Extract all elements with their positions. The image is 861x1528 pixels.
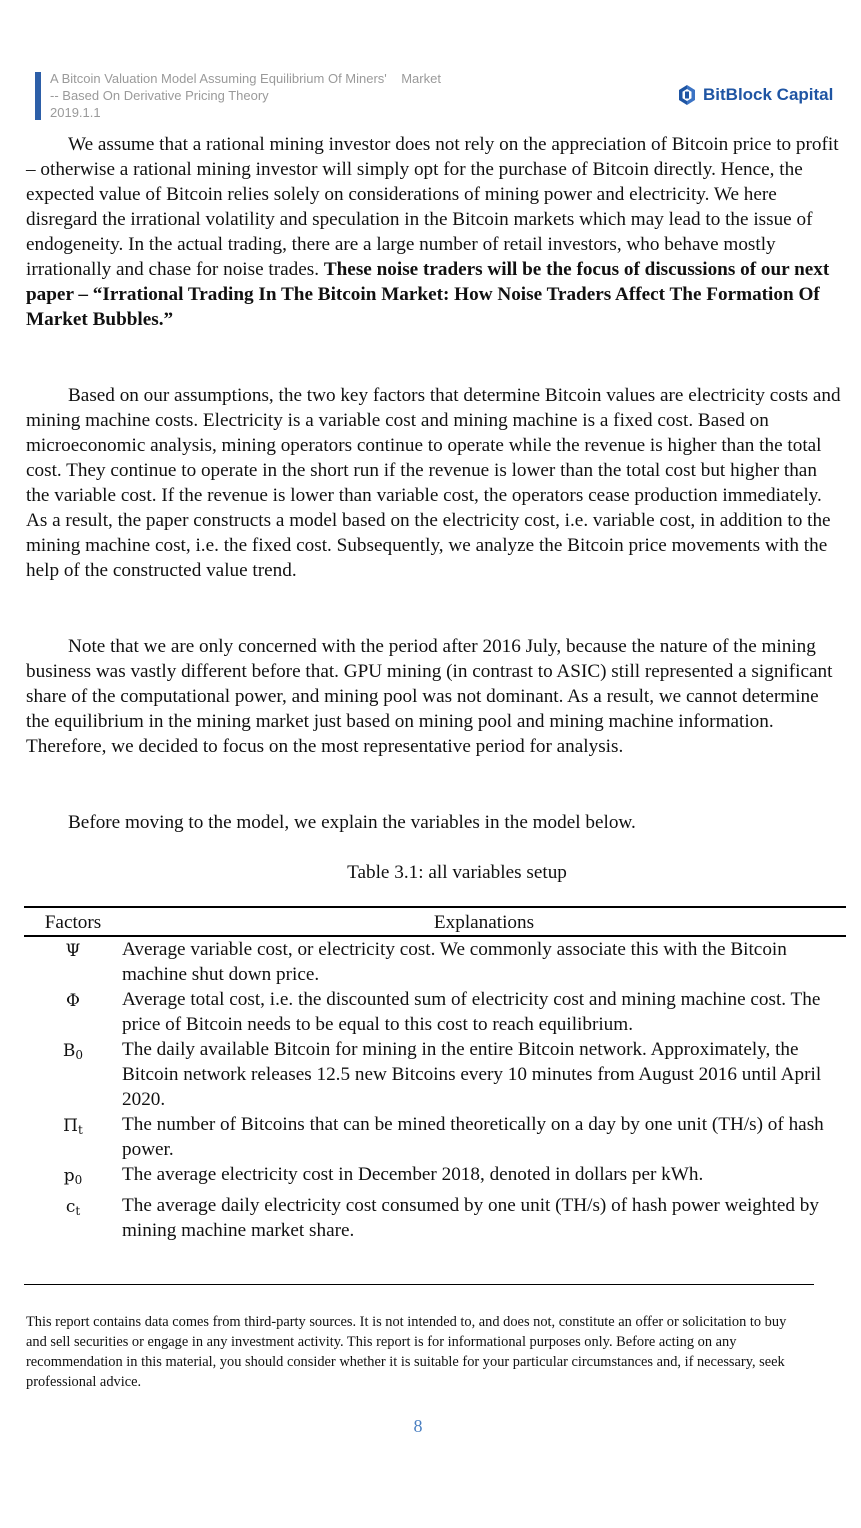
paragraph-3-text: Note that we are only concerned with the period after 2016 July, because the nature of the mining business was vastly different before that. GPU mining (in contrast to ASIC) still represented a significant share of the computational power, and mining pool was not dominant. As a result, we cannot determine the equilibrium in the mining market just based on mining pool and mining machine information. Therefore, we decided to focus on the most representative period for analysis. — [26, 636, 833, 757]
factor-symbol: Φ — [66, 991, 80, 1011]
table-row — [24, 936, 846, 987]
header-title — [50, 70, 520, 121]
paragraph-2-text: Based on our assumptions, the two key factors that determine Bitcoin values are electricity costs and mining machine costs. Electricity is a variable cost and mining machine is a fixed cost. Based on microeconomic analysis, mining operators continue to operate while the revenue is higher than the total cost. They continue to operate in the short run if the revenue is lower than the total cost but higher than the variable cost. If the revenue is lower than variable cost, the operators cease production immediately. As a result, the paper constructs a model based on the electricity cost, i.e. variable cost, in addition to the mining machine cost, i.e. the fixed cost. Subsequently, we analyze the Bitcoin price movements with the help of the constructed value trend. — [26, 385, 841, 581]
header-accent-bar — [35, 72, 41, 120]
column-header-explanations: Explanations — [122, 907, 846, 936]
factor-explanation: Average variable cost, or electricity cost. We commonly associate this with the Bitcoin machine shut down price. — [122, 939, 787, 985]
factor-symbol: $\Pi_t$ — [63, 1116, 83, 1137]
table-caption: Table 3.1: all variables setup — [347, 862, 567, 883]
paragraph-4 — [26, 810, 841, 835]
paragraph-2 — [26, 383, 841, 583]
header-date: 2019.1.1 — [50, 105, 101, 120]
factor-explanation: The number of Bitcoins that can be mined theoretically on a day by one unit (TH/s) of hash power. — [122, 1114, 824, 1160]
factor-symbol: Ψ — [65, 941, 81, 961]
company-logo — [676, 84, 833, 106]
page-number: 8 — [413, 1416, 423, 1436]
paragraph-3 — [26, 634, 841, 759]
paragraph-4-text: Before moving to the model, we explain the variables in the model below. — [68, 812, 636, 833]
variables-table — [24, 906, 846, 1243]
factor-explanation: The daily available Bitcoin for mining in the entire Bitcoin network. Approximately, the Bitcoin network releases 12.5 new Bitcoins every 10 minutes from August 2016 until April 2020. — [122, 1039, 822, 1110]
column-header-factors: Factors — [24, 907, 122, 936]
factor-explanation: The average daily electricity cost consumed by one unit (TH/s) of hash power weighted by mining machine market share. — [122, 1195, 819, 1241]
paragraph-1 — [26, 132, 841, 332]
table-row — [24, 1037, 846, 1112]
paragraph-1-text: We assume that a rational mining investor does not rely on the appreciation of Bitcoin price to profit – otherwise a rational mining investor will simply opt for the purchase of Bitcoin directly. Hence, the expected value of Bitcoin relies solely on considerations of mining power and electricity. We here disregard the irrational volatility and speculation in the Bitcoin markets which may lead to the issue of endogeneity. In the actual trading, there are a large number of retail investors, who behave mostly irrationally and chase for noise trades. — [26, 134, 839, 280]
header-title-line1: A Bitcoin Valuation Model Assuming Equilibrium Of Miners' Market — [50, 71, 441, 86]
logo-text: BitBlock Capital — [703, 85, 834, 104]
footer-divider — [24, 1284, 814, 1285]
factor-explanation: The average electricity cost in December 2018, denoted in dollars per kWh. — [122, 1164, 704, 1185]
factor-symbol: $c_t$ — [65, 1197, 81, 1218]
bitblock-logo-icon — [676, 84, 698, 106]
table-row — [24, 1193, 846, 1243]
factor-symbol: $B_0$ — [62, 1041, 84, 1062]
header-title-line2: -- Based On Derivative Pricing Theory — [50, 88, 269, 103]
factor-symbol: $p_0$ — [63, 1166, 83, 1187]
table-row — [24, 1112, 846, 1162]
disclaimer-text: This report contains data comes from third-party sources. It is not intended to, and does not, constitute an offer or solicitation to buy and sell securities or engage in any investment activity. This report is for informational purposes only. Before acting on any recommendation in this material, you should consider whether it is suitable for your particular circumstances and, if necessary, seek professional advice. — [26, 1314, 787, 1390]
paragraph-1-bold: These noise traders will be the focus of discussions of our next paper – “Irrational Trading In The Bitcoin Market: How Noise Traders Affect The Formation Of Market Bubbles.” — [26, 259, 830, 330]
table-row — [24, 1162, 846, 1193]
table-row — [24, 987, 846, 1037]
table-header-row — [24, 907, 846, 936]
factor-explanation: Average total cost, i.e. the discounted sum of electricity cost and mining machine cost. The price of Bitcoin needs to be equal to this cost to reach equilibrium. — [122, 989, 821, 1035]
